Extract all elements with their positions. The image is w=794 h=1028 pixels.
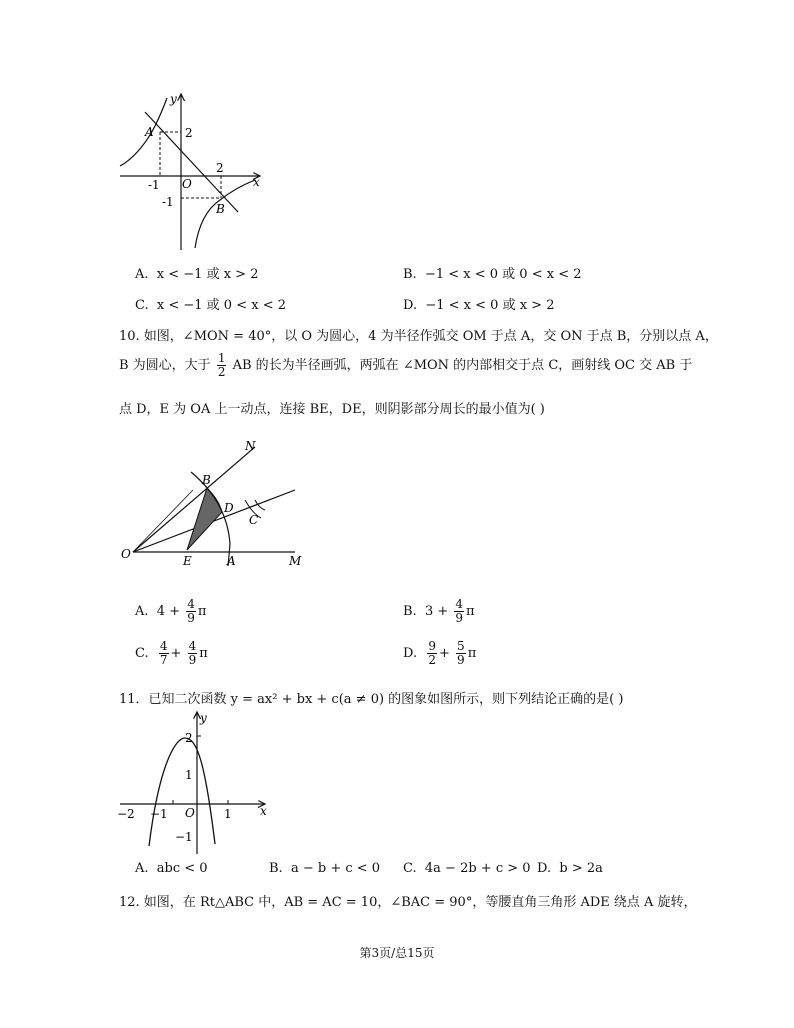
q10-option-c-den1: 7	[159, 653, 168, 667]
q11-label-origin: O	[185, 806, 195, 820]
q10-option-d-den1: 2	[428, 653, 436, 667]
q11-option-d-label: D.	[537, 861, 552, 876]
q10-line2-post: AB 的长为半径画弧，两弧在 ∠MON 的内部相交于点 C，画射线 OC 交 AB 于	[232, 358, 693, 373]
q10-option-c-label: C.	[135, 646, 149, 661]
q10-option-d-num1: 9	[428, 639, 436, 653]
q10-option-a-den: 9	[187, 611, 195, 625]
q9-hyperbola-right	[195, 180, 255, 248]
q10-option-c-frac1	[159, 640, 169, 667]
q9-option-b-text: −1 < x < 0 或 0 < x < 2	[424, 267, 582, 282]
q10-option-c-frac2	[188, 640, 198, 667]
q10-label-e: E	[183, 554, 192, 568]
q10-option-d-label: D.	[403, 646, 418, 661]
q11-label-2: 2	[185, 731, 193, 745]
q10-option-d-post: π	[467, 646, 477, 661]
q10-frac-den: 2	[217, 365, 226, 379]
q10-option-c[interactable]	[135, 640, 208, 667]
q10-option-a-pre: 4 +	[156, 604, 181, 619]
q10-option-b-post: π	[466, 604, 475, 619]
q9-option-b-label: B.	[403, 267, 417, 282]
q9-label-a: A	[145, 125, 154, 139]
q9-option-d[interactable]	[403, 294, 554, 313]
q11-option-a-label: A.	[135, 861, 149, 876]
q10-label-c: C	[249, 513, 259, 527]
q11-option-c-text: 4a − 2b + c > 0	[424, 861, 531, 876]
q9-tick-2-x: 2	[216, 161, 224, 175]
q11-option-b[interactable]	[269, 861, 380, 876]
q10-label-n: N	[245, 439, 256, 453]
q9-label-x: x	[253, 175, 260, 189]
q10-label-m: M	[289, 554, 302, 568]
q10-line3: 点 D，E 为 OA 上一动点，连接 BE，DE，则阴影部分周长的最小值为( )	[119, 402, 545, 417]
q10-label-d: D	[224, 501, 234, 515]
q9-label-origin: O	[182, 177, 192, 191]
q9-option-d-label: D.	[403, 298, 418, 313]
q9-graph	[110, 88, 270, 258]
q10-line-ob-inner	[133, 490, 193, 552]
q10-option-c-mid: +	[170, 646, 182, 661]
q10-option-b-den: 9	[455, 611, 464, 625]
q10-option-c-num1: 4	[159, 639, 168, 653]
q10-half-fraction	[217, 352, 227, 379]
q11-option-d-text: b > 2a	[559, 861, 603, 876]
q10-option-a-num: 4	[187, 597, 195, 611]
q10-option-c-den2: 9	[188, 653, 197, 667]
q10-option-d-num2: 5	[457, 639, 465, 653]
q9-option-c-text: x < −1 或 0 < x < 2	[156, 298, 286, 313]
q10-line1: 10. 如图，∠MON = 40°，以 O 为圆心，4 为半径作弧交 OM 于点 A，交 ON 于点 B，分别以点 A，	[119, 329, 718, 344]
q10-option-d-frac2	[456, 640, 466, 667]
q11-option-a-text: abc < 0	[156, 861, 208, 876]
q10-line2	[119, 352, 692, 379]
q10-option-a-frac	[186, 598, 196, 625]
q10-option-b-pre: 3 +	[424, 604, 449, 619]
q10-option-d[interactable]	[403, 640, 476, 667]
q11-label-1x: 1	[224, 807, 232, 821]
q9-option-b[interactable]	[403, 263, 582, 282]
q10-option-d-mid: +	[439, 646, 450, 661]
q11-parabola-graph	[115, 706, 275, 858]
q10-option-b-frac	[454, 598, 464, 625]
q10-option-a-label: A.	[135, 604, 149, 619]
q11-option-b-label: B.	[269, 861, 283, 876]
q10-line2-pre: B 为圆心，大于	[119, 358, 211, 373]
q10-label-a: A	[227, 554, 236, 568]
q10-label-o: O	[121, 547, 131, 561]
q11-label-x: x	[260, 804, 267, 818]
q10-shaded-region	[187, 488, 222, 550]
q11-label-y: y	[200, 711, 207, 725]
q11-option-a[interactable]	[135, 861, 208, 876]
q9-option-d-text: −1 < x < 0 或 x > 2	[425, 298, 555, 313]
q12-text: 12. 如图，在 Rt△ABC 中，AB = AC = 10，∠BAC = 90°，等腰直角三角形 ADE 绕点 A 旋转，	[119, 895, 697, 910]
q11-label-neg2: −2	[117, 807, 135, 821]
q10-frac-num: 1	[217, 351, 226, 365]
q9-option-c[interactable]	[135, 294, 286, 313]
q10-option-d-den2: 9	[457, 653, 465, 667]
q9-option-a-label: A.	[135, 267, 149, 282]
q9-label-y: y	[170, 92, 177, 106]
q10-option-a[interactable]	[135, 598, 206, 625]
q10-option-b-label: B.	[403, 604, 417, 619]
q11-option-b-text: a − b + c < 0	[290, 861, 381, 876]
q11-text: 11．已知二次函数 y = ax² + bx + c(a ≠ 0) 的图象如图所示，则下列结论正确的是( )	[119, 692, 624, 707]
q10-option-b-num: 4	[455, 597, 464, 611]
q9-option-c-label: C.	[135, 298, 149, 313]
q9-option-a[interactable]	[135, 263, 258, 282]
q10-label-b: B	[202, 473, 211, 487]
q11-label-1y: 1	[185, 768, 193, 782]
q9-tick-neg1-x: -1	[148, 178, 160, 192]
q11-label-neg1y: −1	[175, 830, 193, 844]
q10-option-b[interactable]	[403, 598, 475, 625]
q9-option-a-text: x < −1 或 x > 2	[156, 267, 259, 282]
q11-option-c-label: C.	[403, 861, 417, 876]
q11-option-c[interactable]	[403, 861, 531, 876]
q11-label-neg1x: −1	[150, 807, 168, 821]
q9-tick-neg1-y: -1	[162, 195, 174, 209]
q10-figure	[115, 432, 320, 577]
q10-option-a-post: π	[197, 604, 207, 619]
q10-option-c-num2: 4	[188, 639, 197, 653]
q9-tick-2-y: 2	[185, 126, 193, 140]
page-number-footer: 第3页/总15页	[359, 946, 435, 960]
q10-option-c-post: π	[199, 646, 208, 661]
q11-option-d[interactable]	[537, 861, 603, 876]
q9-label-b: B	[216, 202, 225, 216]
q10-option-d-frac1	[427, 640, 437, 667]
